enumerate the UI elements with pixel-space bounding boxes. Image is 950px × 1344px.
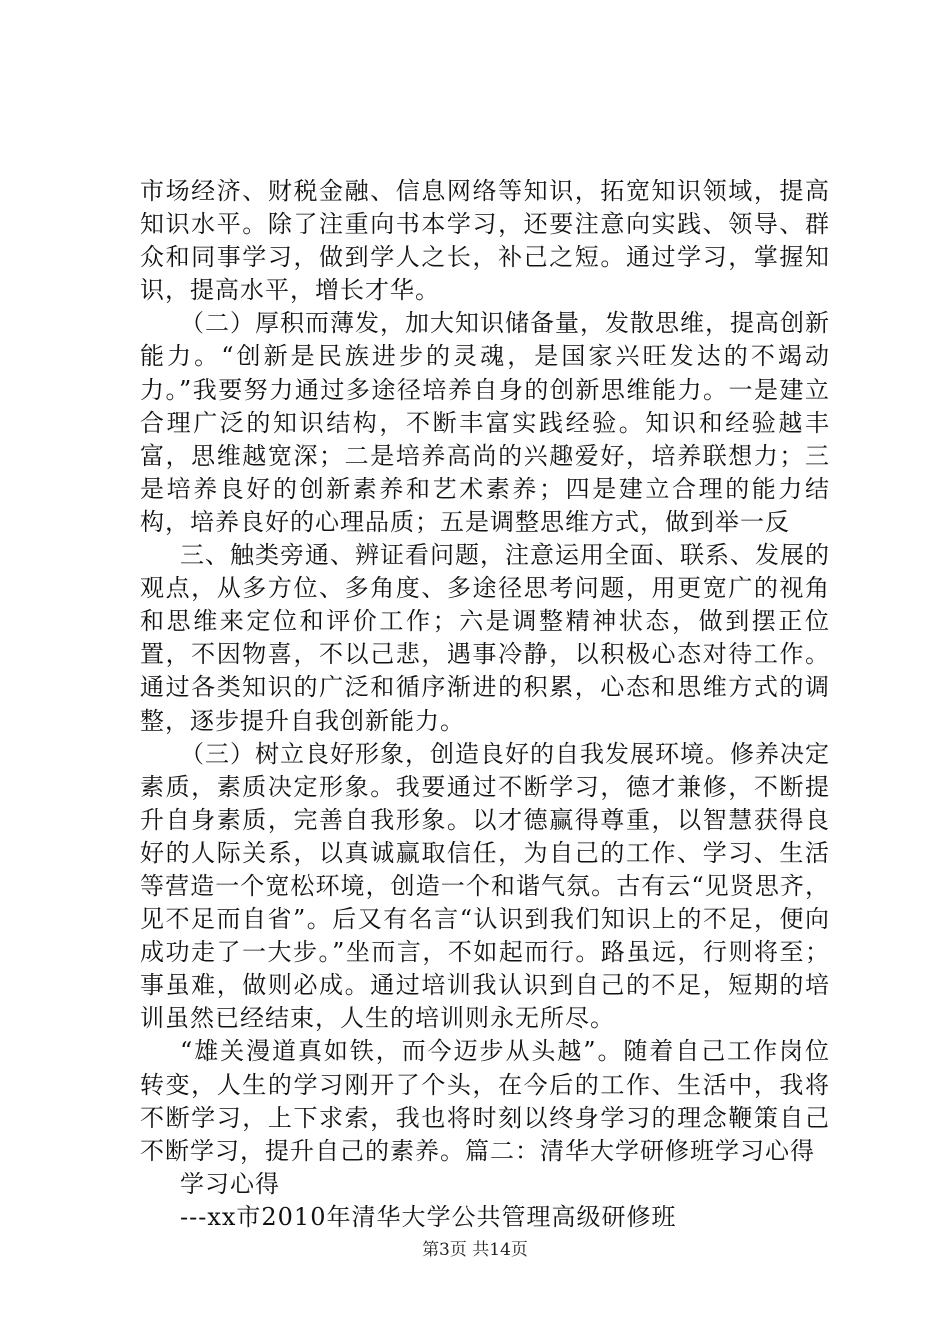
- paragraph-5: “雄关漫道真如铁，而今迈步从头越”。随着自己工作岗位转变，人生的学习刚开了个头，在今后的工作、生活中，我将不断学习，上下求索，我也将时刻以终身学习的理念鞭策自己不断学习，提升自己的素养。篇二：清华大学研修班学习心得: [140, 1037, 830, 1165]
- page-footer: 第3页 共14页: [422, 1240, 528, 1260]
- paragraph-2: （二）厚积而薄发，加大知识储备量，发散思维，提高创新能力。“创新是民族进步的灵魂，是国家兴旺发达的不竭动力。”我要努力通过多途径培养自身的创新思维能力。一是建立合理广泛的知识结构，不断丰富实践经验。知识和经验越丰富，思维越宽深；二是培养高尚的兴趣爱好，培养联想力；三是培养良好的创新素养和艺术素养；四是建立合理的能力结构，培养良好的心理品质；五是调整思维方式，做到举一反: [140, 309, 830, 536]
- paragraph-4: （三）树立良好形象，创造良好的自我发展环境。修养决定素质，素质决定形象。我要通过不断学习，德才兼修，不断提升自身素质，完善自我形象。以才德赢得尊重，以智慧获得良好的人际关系，以真诚赢取信任，为自己的工作、学习、生活等营造一个宽松环境，创造一个和谐气氛。古有云“见贤思齐，见不足而自省”。后又有名言“认识到我们知识上的不足，便向成功走了一大步。”坐而言，不如起而行。路虽远，行则将至；事虽难，做则必成。通过培训我认识到自己的不足，短期的培训虽然已经结束，人生的培训则永无所尽。: [140, 739, 830, 1033]
- section-title: 学习心得: [180, 1169, 280, 1198]
- paragraph-1: 市场经济、财税金融、信息网络等知识，拓宽知识领域，提高知识水平。除了注重向书本学习，还要注意向实践、领导、群众和同事学习，做到学人之长，补己之短。通过学习，掌握知识，提高水平，增长才华。: [140, 177, 830, 305]
- document-body: [140, 175, 830, 1234]
- section-subtitle: ---xx市2010年清华大学公共管理高级研修班: [180, 1202, 677, 1231]
- paragraph-3: 三、触类旁通、辨证看问题，注意运用全面、联系、发展的观点，从多方位、多角度、多途径思考问题，用更宽广的视角和思维来定位和评价工作；六是调整精神状态，做到摆正位置，不因物喜，不以己悲，遇事冷静，以积极心态对待工作。通过各类知识的广泛和循序渐进的积累，心态和思维方式的调整，逐步提升自我创新能力。: [140, 541, 830, 735]
